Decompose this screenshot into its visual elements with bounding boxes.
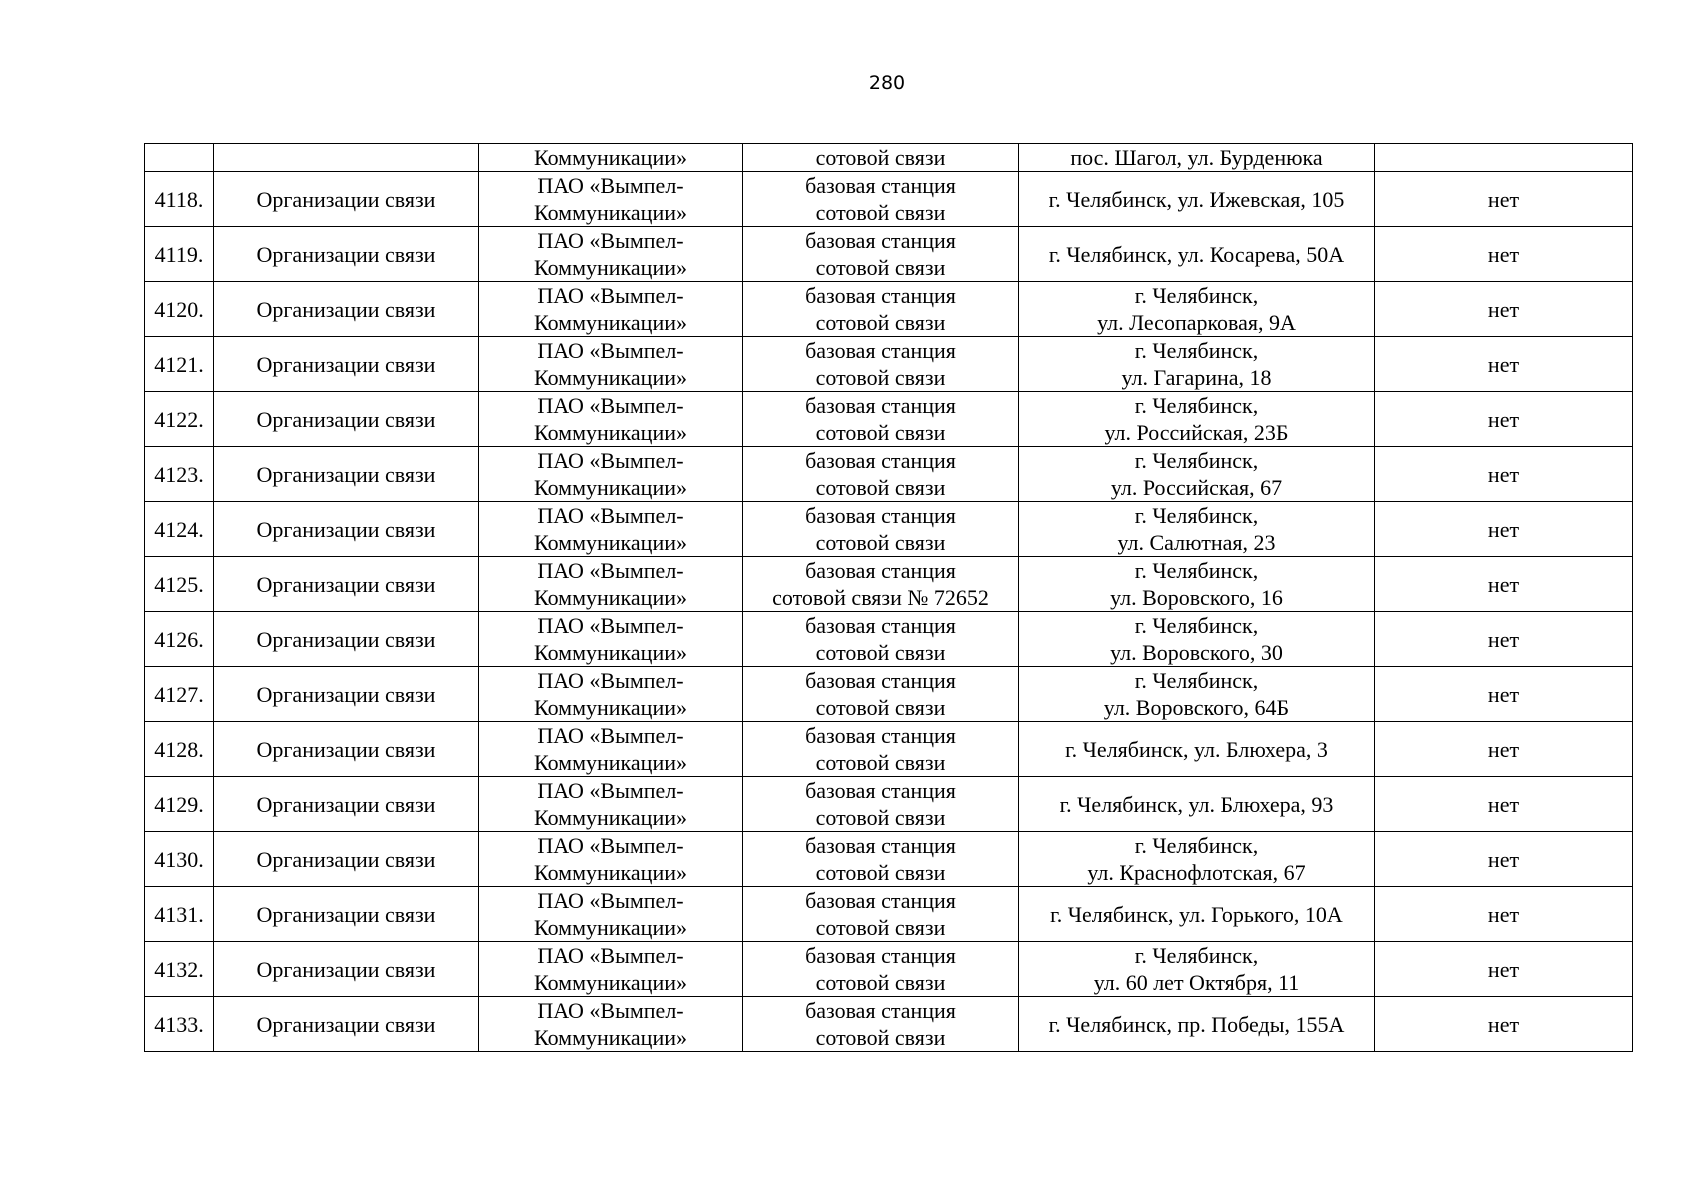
cell-object-line: базовая станция: [805, 888, 956, 913]
cell-organization-line: Коммуникации»: [534, 860, 687, 885]
table-row: [145, 502, 1633, 557]
cell-number: 4128.: [145, 722, 214, 777]
cell-flag: нет: [1375, 227, 1633, 282]
cell-number: 4132.: [145, 942, 214, 997]
cell-flag: нет: [1375, 392, 1633, 447]
cell-address: [1019, 447, 1375, 502]
cell-category: Организации связи: [214, 722, 479, 777]
cell-organization: [479, 557, 743, 612]
cell-address-line: г. Челябинск, ул. Блюхера, 93: [1059, 791, 1334, 817]
table-row: [145, 557, 1633, 612]
cell-flag: нет: [1375, 612, 1633, 667]
cell-address: [1019, 667, 1375, 722]
cell-organization-line: ПАО «Вымпел-: [537, 448, 684, 473]
cell-address-line: ул. Гагарина, 18: [1121, 365, 1272, 390]
cell-object-line: базовая станция: [805, 283, 956, 308]
cell-organization: [479, 997, 743, 1052]
cell-category: Организации связи: [214, 667, 479, 722]
table-row: [145, 667, 1633, 722]
cell-organization-line: ПАО «Вымпел-: [537, 283, 684, 308]
cell-object-line: базовая станция: [805, 723, 956, 748]
cell-flag: нет: [1375, 557, 1633, 612]
cell-organization: [479, 227, 743, 282]
cell-object-line: базовая станция: [805, 833, 956, 858]
cell-organization-line: ПАО «Вымпел-: [537, 613, 684, 638]
cell-address-line: г. Челябинск,: [1134, 283, 1259, 308]
cell-organization-line: Коммуникации»: [534, 695, 687, 720]
table-row: [145, 282, 1633, 337]
cell-address-line: г. Челябинск,: [1134, 613, 1259, 638]
cell-object-line: базовая станция: [805, 173, 956, 198]
cell-object-line: сотовой связи: [815, 310, 946, 335]
cell-number: 4121.: [145, 337, 214, 392]
cell-organization: [479, 502, 743, 557]
cell-address-line: г. Челябинск, ул. Косарева, 50А: [1048, 241, 1345, 267]
cell-object: [743, 887, 1019, 942]
cell-number: 4127.: [145, 667, 214, 722]
cell-object: [743, 282, 1019, 337]
cell-object-line: базовая станция: [805, 943, 956, 968]
cell-address-line: г. Челябинск,: [1134, 558, 1259, 583]
cell-number: 4118.: [145, 172, 214, 227]
cell-organization-line: ПАО «Вымпел-: [537, 503, 684, 528]
cell-address-line: г. Челябинск, ул. Ижевская, 105: [1048, 186, 1345, 212]
cell-address: [1019, 832, 1375, 887]
cell-organization: [479, 667, 743, 722]
cell-address-line: г. Челябинск,: [1134, 833, 1259, 858]
cell-organization-line: ПАО «Вымпел-: [537, 228, 684, 253]
cell-organization: [479, 832, 743, 887]
cell-object: сотовой связи: [743, 144, 1019, 172]
cell-organization-line: ПАО «Вымпел-: [537, 998, 684, 1023]
cell-object: [743, 502, 1019, 557]
table-row: [145, 392, 1633, 447]
cell-category: Организации связи: [214, 777, 479, 832]
cell-category: [214, 144, 479, 172]
cell-organization-line: Коммуникации»: [534, 530, 687, 555]
cell-number: 4125.: [145, 557, 214, 612]
cell-organization: [479, 612, 743, 667]
cell-number: 4123.: [145, 447, 214, 502]
register-table: [144, 143, 1633, 1052]
cell-object-line: сотовой связи: [815, 365, 946, 390]
cell-organization: [479, 887, 743, 942]
cell-object-line: базовая станция: [805, 503, 956, 528]
cell-address: [1019, 557, 1375, 612]
cell-object-line: базовая станция: [805, 778, 956, 803]
cell-flag: нет: [1375, 777, 1633, 832]
cell-address-line: ул. Лесопарковая, 9А: [1097, 310, 1296, 335]
cell-organization-line: Коммуникации»: [534, 1025, 687, 1050]
cell-organization-line: ПАО «Вымпел-: [537, 393, 684, 418]
cell-organization-line: ПАО «Вымпел-: [537, 943, 684, 968]
cell-object-line: сотовой связи: [815, 750, 946, 775]
cell-address-line: г. Челябинск,: [1134, 503, 1259, 528]
cell-organization-line: ПАО «Вымпел-: [537, 888, 684, 913]
cell-category: Организации связи: [214, 612, 479, 667]
cell-organization-line: Коммуникации»: [534, 640, 687, 665]
cell-flag: нет: [1375, 997, 1633, 1052]
table-body: [145, 144, 1633, 1052]
cell-number: [145, 144, 214, 172]
cell-number: 4129.: [145, 777, 214, 832]
cell-organization-line: ПАО «Вымпел-: [537, 833, 684, 858]
cell-address-line: г. Челябинск,: [1134, 668, 1259, 693]
cell-organization-line: Коммуникации»: [534, 915, 687, 940]
cell-object: [743, 722, 1019, 777]
cell-address: [1019, 777, 1375, 832]
page-number: 280: [868, 72, 906, 94]
cell-object: [743, 667, 1019, 722]
table-row: [145, 832, 1633, 887]
cell-address-line: г. Челябинск,: [1134, 338, 1259, 363]
table-row: [145, 172, 1633, 227]
cell-address: [1019, 942, 1375, 997]
cell-flag: нет: [1375, 502, 1633, 557]
table-row: [145, 997, 1633, 1052]
cell-organization: [479, 282, 743, 337]
cell-address: пос. Шагол, ул. Бурденюка: [1019, 144, 1375, 172]
cell-object: [743, 832, 1019, 887]
table-row: [145, 777, 1633, 832]
cell-number: 4120.: [145, 282, 214, 337]
cell-address: [1019, 282, 1375, 337]
cell-category: Организации связи: [214, 832, 479, 887]
cell-address-line: г. Челябинск,: [1134, 393, 1259, 418]
cell-category: Организации связи: [214, 887, 479, 942]
cell-address-line: ул. Российская, 67: [1110, 475, 1283, 500]
cell-object-line: сотовой связи: [815, 1025, 946, 1050]
cell-address: [1019, 887, 1375, 942]
cell-address: [1019, 502, 1375, 557]
cell-address: [1019, 612, 1375, 667]
cell-number: 4122.: [145, 392, 214, 447]
cell-object-line: базовая станция: [805, 448, 956, 473]
cell-address-line: г. Челябинск, ул. Блюхера, 3: [1065, 736, 1328, 762]
cell-organization-line: Коммуникации»: [534, 585, 687, 610]
cell-object: [743, 942, 1019, 997]
cell-organization-line: Коммуникации»: [534, 750, 687, 775]
cell-object: [743, 227, 1019, 282]
cell-flag: нет: [1375, 832, 1633, 887]
cell-organization: [479, 392, 743, 447]
cell-object-line: базовая станция: [805, 613, 956, 638]
cell-flag: нет: [1375, 942, 1633, 997]
cell-object-line: сотовой связи: [815, 420, 946, 445]
cell-address-line: ул. Воровского, 64Б: [1103, 695, 1290, 720]
cell-object-line: сотовой связи: [815, 970, 946, 995]
cell-organization-line: ПАО «Вымпел-: [537, 338, 684, 363]
cell-category: Организации связи: [214, 557, 479, 612]
cell-number: 4124.: [145, 502, 214, 557]
cell-address: [1019, 722, 1375, 777]
cell-organization-line: Коммуникации»: [534, 805, 687, 830]
cell-flag: нет: [1375, 447, 1633, 502]
table-row: [145, 227, 1633, 282]
cell-category: Организации связи: [214, 447, 479, 502]
cell-address-line: г. Челябинск,: [1134, 943, 1259, 968]
cell-object: [743, 997, 1019, 1052]
cell-address-line: ул. Салютная, 23: [1117, 530, 1276, 555]
cell-address-line: ул. 60 лет Октября, 11: [1093, 970, 1300, 995]
table-row: [145, 337, 1633, 392]
cell-organization-line: ПАО «Вымпел-: [537, 668, 684, 693]
cell-organization-line: Коммуникации»: [534, 365, 687, 390]
cell-organization-line: Коммуникации»: [534, 475, 687, 500]
cell-object: [743, 172, 1019, 227]
table-row: [145, 722, 1633, 777]
cell-object-line: базовая станция: [805, 998, 956, 1023]
cell-number: 4131.: [145, 887, 214, 942]
cell-object: [743, 337, 1019, 392]
continued-row: [145, 144, 1633, 172]
cell-organization: [479, 447, 743, 502]
cell-number: 4119.: [145, 227, 214, 282]
table-row: [145, 447, 1633, 502]
cell-flag: [1375, 144, 1633, 172]
table-row: [145, 887, 1633, 942]
cell-object-line: сотовой связи № 72652: [772, 585, 989, 610]
cell-object: [743, 557, 1019, 612]
cell-organization-line: Коммуникации»: [534, 970, 687, 995]
cell-category: Организации связи: [214, 997, 479, 1052]
cell-flag: нет: [1375, 887, 1633, 942]
cell-organization: Коммуникации»: [479, 144, 743, 172]
cell-organization-line: ПАО «Вымпел-: [537, 558, 684, 583]
cell-flag: нет: [1375, 667, 1633, 722]
cell-address-line: ул. Российская, 23Б: [1104, 420, 1289, 445]
cell-object-line: сотовой связи: [815, 475, 946, 500]
cell-address: [1019, 997, 1375, 1052]
cell-category: Организации связи: [214, 282, 479, 337]
cell-object-line: сотовой связи: [815, 860, 946, 885]
cell-flag: нет: [1375, 172, 1633, 227]
cell-address-line: г. Челябинск, пр. Победы, 155А: [1048, 1011, 1345, 1037]
cell-address-line: г. Челябинск, ул. Горького, 10А: [1050, 901, 1343, 927]
cell-organization: [479, 337, 743, 392]
cell-category: Организации связи: [214, 392, 479, 447]
cell-organization-line: Коммуникации»: [534, 255, 687, 280]
cell-number: 4126.: [145, 612, 214, 667]
cell-object-line: базовая станция: [805, 338, 956, 363]
cell-category: Организации связи: [214, 502, 479, 557]
cell-address-line: ул. Краснофлотская, 67: [1087, 860, 1306, 885]
cell-object-line: сотовой связи: [815, 695, 946, 720]
cell-number: 4133.: [145, 997, 214, 1052]
cell-object-line: базовая станция: [805, 558, 956, 583]
cell-object-line: сотовой связи: [815, 530, 946, 555]
cell-address: [1019, 172, 1375, 227]
cell-flag: нет: [1375, 337, 1633, 392]
cell-address: [1019, 337, 1375, 392]
cell-organization-line: ПАО «Вымпел-: [537, 173, 684, 198]
cell-organization-line: Коммуникации»: [534, 310, 687, 335]
cell-object: [743, 612, 1019, 667]
cell-flag: нет: [1375, 722, 1633, 777]
cell-address-line: г. Челябинск,: [1134, 448, 1259, 473]
cell-object-line: базовая станция: [805, 668, 956, 693]
cell-flag: нет: [1375, 282, 1633, 337]
table-row: [145, 612, 1633, 667]
cell-organization: [479, 777, 743, 832]
cell-object-line: сотовой связи: [815, 805, 946, 830]
cell-category: Организации связи: [214, 172, 479, 227]
cell-category: Организации связи: [214, 227, 479, 282]
cell-organization-line: Коммуникации»: [534, 200, 687, 225]
cell-object: [743, 392, 1019, 447]
cell-object-line: сотовой связи: [815, 640, 946, 665]
cell-organization-line: Коммуникации»: [534, 420, 687, 445]
cell-address: [1019, 227, 1375, 282]
cell-organization: [479, 172, 743, 227]
cell-number: 4130.: [145, 832, 214, 887]
cell-organization-line: ПАО «Вымпел-: [537, 723, 684, 748]
cell-object-line: сотовой связи: [815, 915, 946, 940]
cell-category: Организации связи: [214, 337, 479, 392]
cell-address: [1019, 392, 1375, 447]
cell-organization-line: ПАО «Вымпел-: [537, 778, 684, 803]
cell-object: [743, 447, 1019, 502]
cell-object-line: сотовой связи: [815, 255, 946, 280]
cell-object-line: базовая станция: [805, 228, 956, 253]
cell-object-line: базовая станция: [805, 393, 956, 418]
cell-object: [743, 777, 1019, 832]
cell-address-line: ул. Воровского, 30: [1110, 640, 1283, 665]
table-row: [145, 942, 1633, 997]
cell-organization: [479, 942, 743, 997]
cell-address-line: ул. Воровского, 16: [1110, 585, 1283, 610]
cell-category: Организации связи: [214, 942, 479, 997]
cell-organization: [479, 722, 743, 777]
cell-object-line: сотовой связи: [815, 200, 946, 225]
